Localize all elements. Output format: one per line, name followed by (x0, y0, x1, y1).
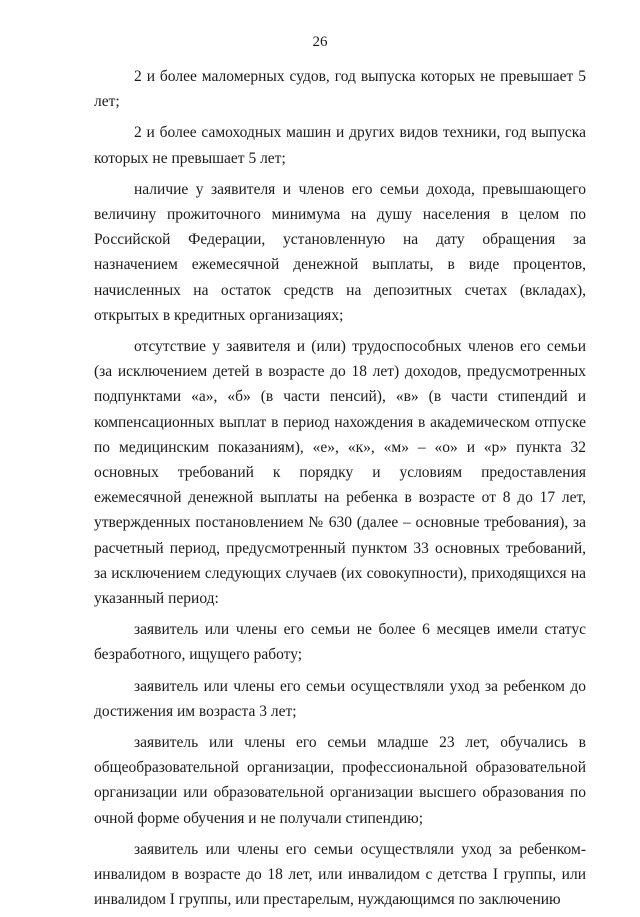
document-body (94, 64, 586, 917)
paragraph-disabled-care: заявитель или члены его семьи осуществляли уход за ребенком-инвалидом в возрасте до 18 лет, или инвалидом с детства I группы, или инвалидом I группы, или престарелым, нуждающимся по заключению (94, 840, 586, 909)
paragraph-childcare-under-3: заявитель или члены его семьи осуществляли уход за ребенком до достижения им возраста 3 лет; (94, 677, 586, 720)
paragraph-small-vessels: 2 и более маломерных судов, год выпуска которых не превышает 5 лет; (94, 68, 586, 111)
page-number: 26 (312, 34, 328, 50)
paragraph-full-time-students: заявитель или члены его семьи младше 23 лет, обучались в общеобразовательной организации, профессиональной образовательной организации или образовательной организации высшего образования по очной форме обучения и не получали стипендию; (94, 734, 586, 827)
paragraph-self-propelled-machines: 2 и более самоходных машин и других видов техники, год выпуска которых не превышает 5 лет; (94, 124, 586, 167)
paragraph-unemployed-status: заявитель или члены его семьи не более 6 месяцев имели статус безработного, ищущего работу; (94, 621, 586, 664)
paragraph-deposit-income: наличие у заявителя и членов его семьи дохода, превышающего величину прожиточного минимума на душу населения в целом по Российской Федерации, установленную на дату обращения за назначением ежемесячной денежной выплаты, в виде процентов, начисленных на остаток средств на депозитных счетах (вкладах), открытых в кредитных организациях; (94, 180, 586, 324)
paragraph-absence-of-income: отсутствие у заявителя и (или) трудоспособных членов его семьи (за исключением детей в возрасте до 18 лет) доходов, предусмотренных подпунктами «а», «б» (в части пенсий), «в» (в части стипендий и компенсационных выплат в период нахождения в академическом отпуске по медицинским показаниям), «е», «к», «м» – «о» и «р» пункта 32 основных требований к порядку и условиям предоставления ежемесячной денежной выплаты на ребенка в возрасте от 8 до 17 лет, утвержденных постановлением № 630 (далее – основные требования), за расчетный период, предусмотренный пунктом 33 основных требований, за исключением следующих случаев (их совокупности), приходящихся на указанный период: (94, 338, 586, 608)
